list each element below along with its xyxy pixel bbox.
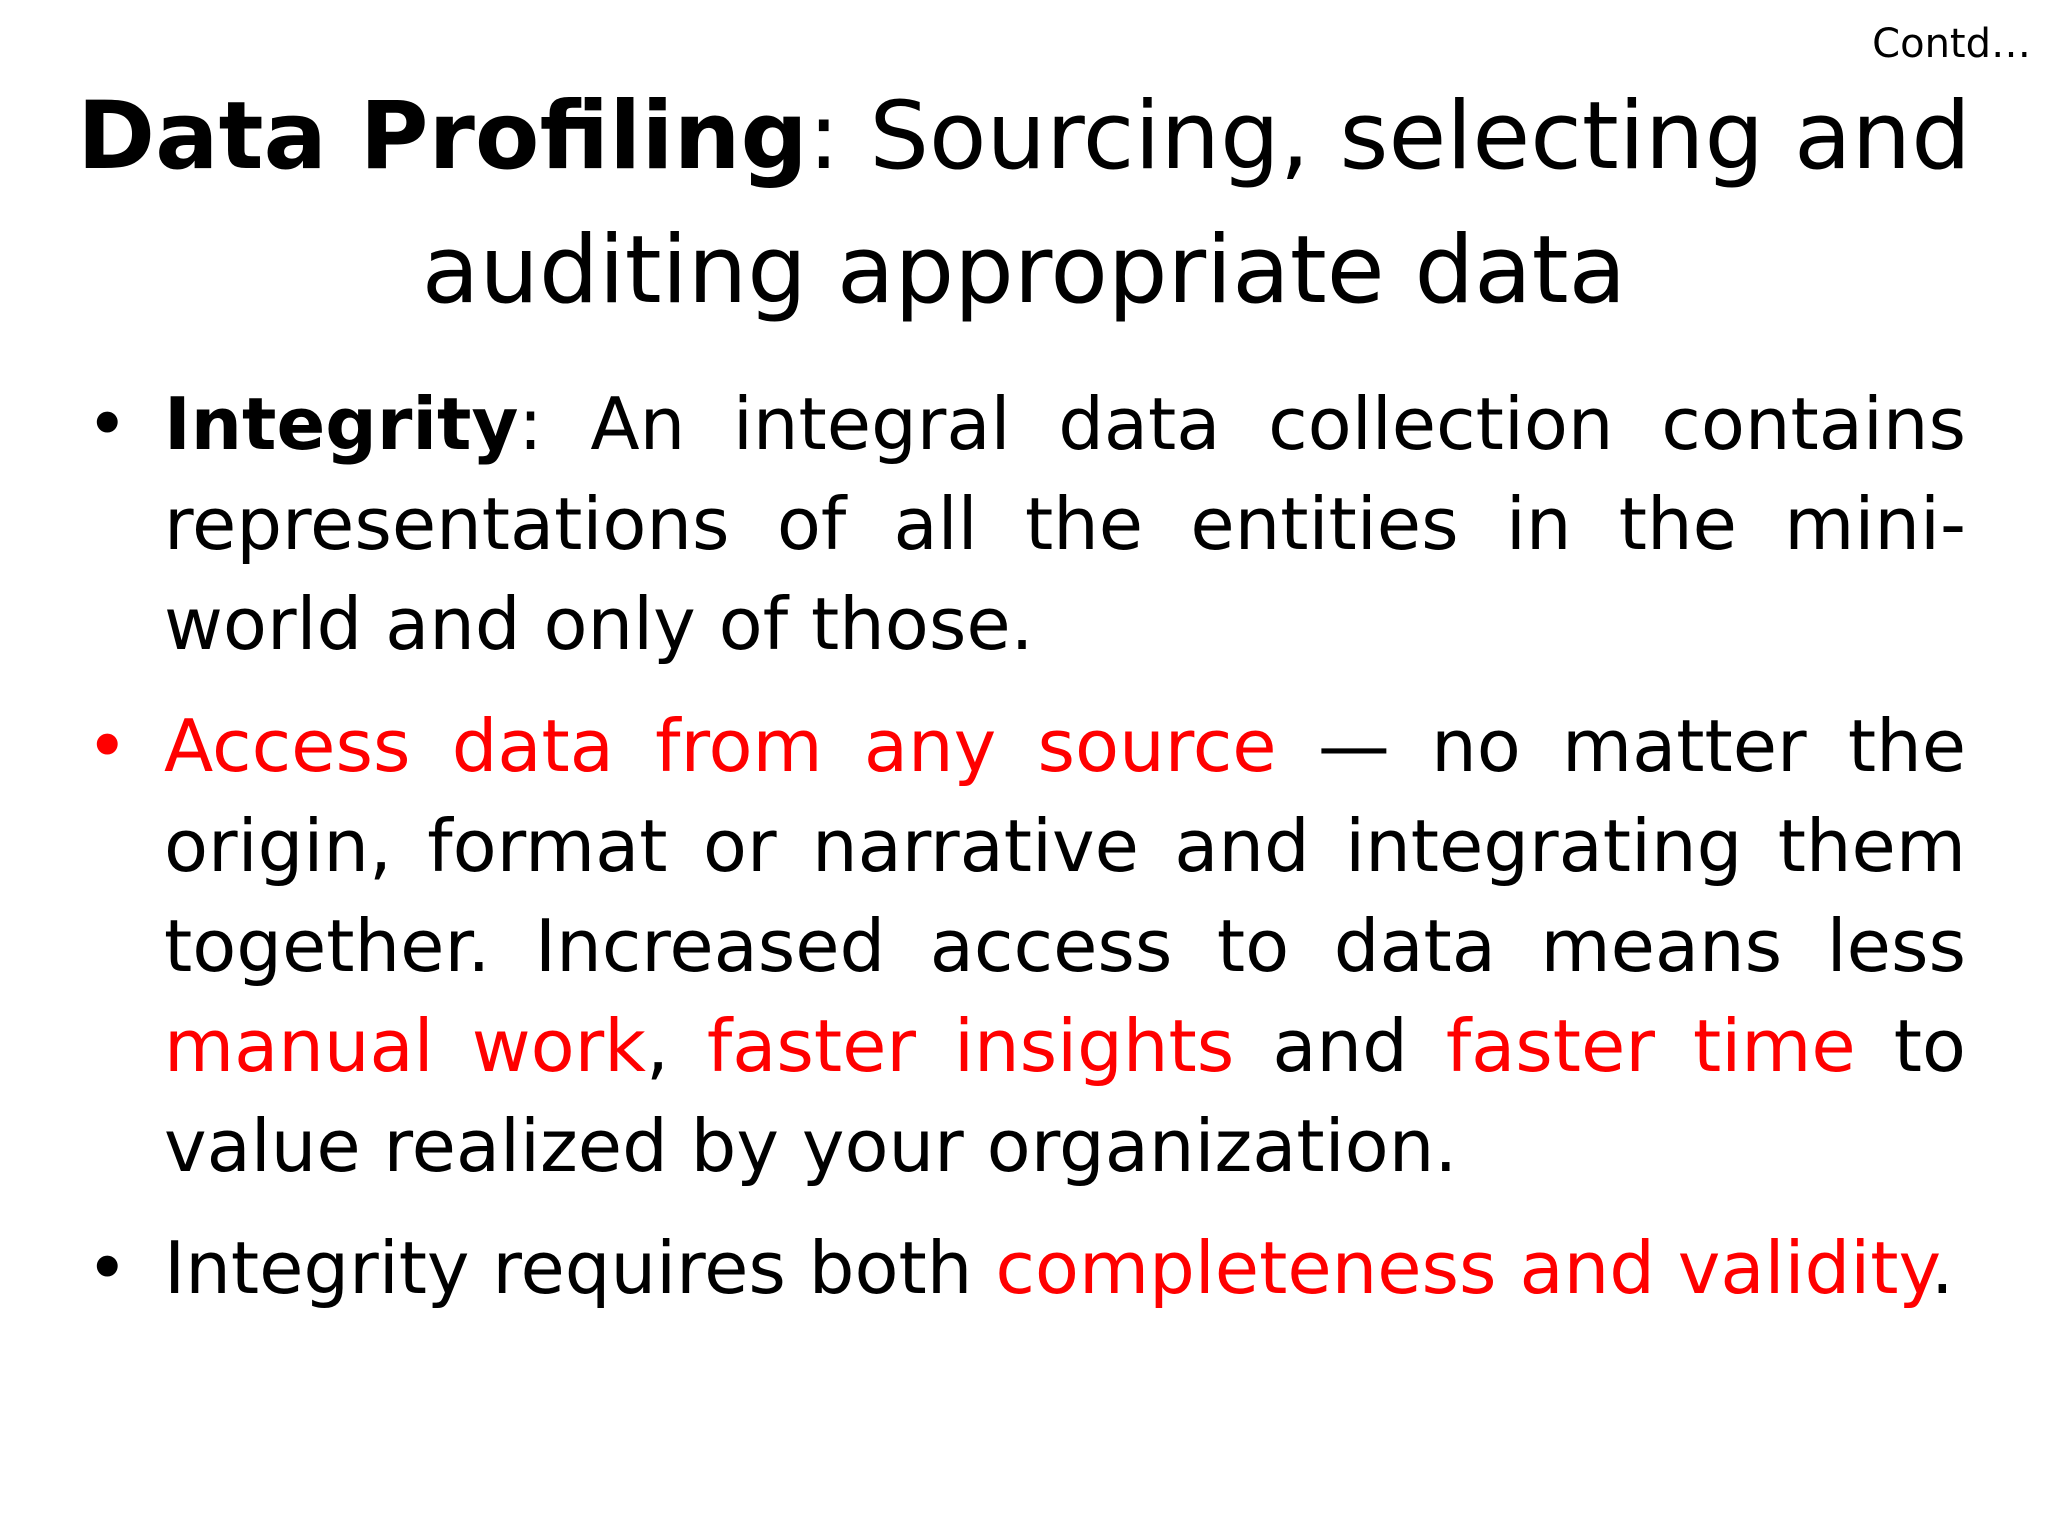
bullet-access-data xyxy=(0,696,2048,1196)
highlight-completeness-validity: completeness and validity xyxy=(995,1226,1931,1310)
highlight-faster-time: faster time xyxy=(1445,1004,1856,1088)
highlight-access-data: Access data from any source xyxy=(164,704,1277,788)
bullet-dot: • xyxy=(86,704,129,788)
bullet-text: and xyxy=(1234,1004,1446,1088)
bullet-list xyxy=(0,374,2048,1318)
bullet-integrity-requires xyxy=(0,1218,2048,1318)
integrity-term: Integrity xyxy=(164,382,519,466)
title-rest: : Sourcing, selecting and xyxy=(807,82,1971,191)
title-line-2: auditing appropriate data xyxy=(421,216,1627,325)
continued-label: Contd… xyxy=(1872,21,2031,67)
highlight-manual-work: manual work xyxy=(164,1004,646,1088)
integrity-definition: : An integral data collection contains representations of all the entities in the mini-world and only of those. xyxy=(164,382,1966,666)
bullet-dot: • xyxy=(86,382,129,466)
title-bold-term: Data Profiling xyxy=(77,82,808,191)
bullet-text: Integrity requires both xyxy=(164,1226,996,1310)
highlight-faster-insights: faster insights xyxy=(706,1004,1235,1088)
bullet-text: , xyxy=(645,1004,707,1088)
bullet-text: to value realized by your organization. xyxy=(164,1004,1966,1188)
bullet-integrity-definition xyxy=(0,374,2048,674)
slide-title xyxy=(0,70,2048,338)
bullet-text: — no matter the origin, format or narrative and integrating them together. Increased access to data means less xyxy=(164,704,1966,988)
bullet-text: . xyxy=(1930,1226,1954,1310)
bullet-dot: • xyxy=(86,1226,129,1310)
